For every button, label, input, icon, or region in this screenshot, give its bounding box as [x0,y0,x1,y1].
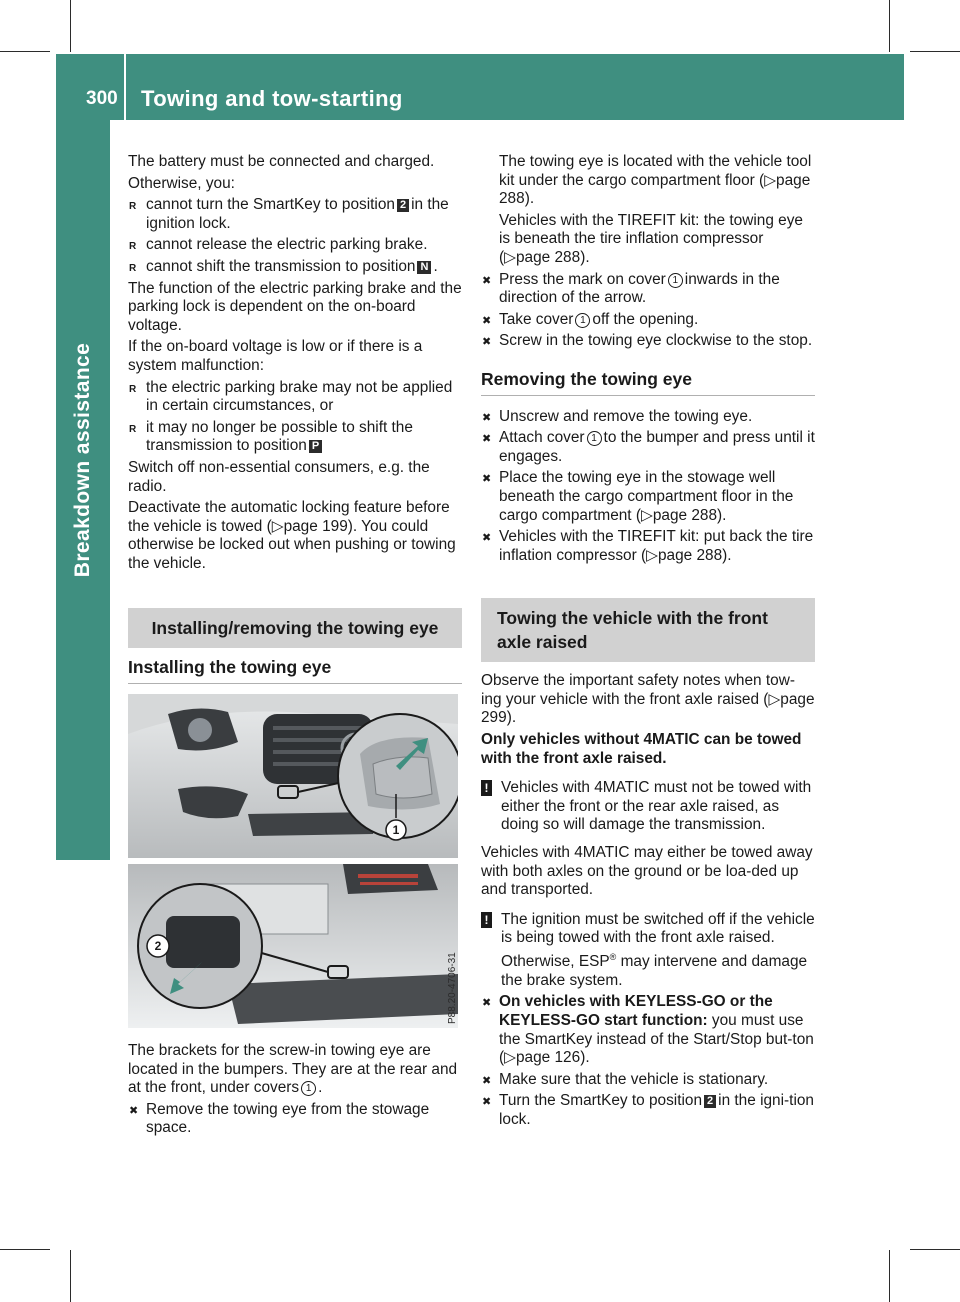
paragraph: Otherwise, you: [128,174,235,192]
action-step: ✖ Press the mark on cover 1 inwards in the direction of the arrow. [481,271,815,308]
paragraph: The towing eye is located with the vehicle tool kit under the cargo compartment floor (▷page 288). [499,153,812,208]
callout-symbol: 1 [587,431,602,446]
section-heading: Towing the vehicle with the front axle raised [481,598,815,662]
gear-position-symbol: P [309,440,322,453]
key-position-symbol: 2 [397,199,409,212]
crop-mark [70,0,71,52]
callout-number: 1 [392,823,400,838]
page-ref-arrow-icon: ▷ [646,546,658,564]
crop-mark [910,51,960,52]
action-step: ✖ Remove the towing eye from the stowage space. [128,1101,462,1138]
rear-bumper-photo [128,864,458,1028]
page-ref-arrow-icon: ▷ [504,248,516,266]
paragraph: Deactivate the automatic locking feature before the vehicle is towed (▷page 199). You could otherwise be locked out when pushing or towing the vehicle. [128,499,456,572]
action-step: ✖ Make sure that the vehicle is stationary. [481,1071,815,1090]
warning-note: ! Vehicles with 4MATIC must not be towed with either the front or the rear axle raised, as doing so will damage the transmission. [481,779,815,835]
callout-symbol: 1 [575,313,590,328]
list-item: R the electric parking brake may not be applied in certain circumstances, or [128,379,462,416]
paragraph: Switch off non-essential consumers, e.g. the radio. [128,458,430,495]
page-ref-arrow-icon: ▷ [271,517,284,535]
list-item: R cannot turn the SmartKey to position 2 in the ignition lock. [128,196,462,233]
page-reference[interactable]: page 288 [657,546,723,564]
header-separator [124,54,126,120]
front-bumper-illustration [128,694,458,858]
crop-mark [910,1249,960,1250]
callout-number: 2 [154,939,162,954]
page-reference[interactable]: page 199 [283,517,348,535]
warning-icon: ! [481,912,492,928]
action-step: ✖ Place the towing eye in the stowage well beneath the cargo compartment floor in the cargo compartment (▷page 288). [481,469,815,525]
action-step: ✖ On vehicles with KEYLESS-GO or the KEYLESS-GO start function: you must use the SmartKey instead of the Start/Stop but-ton (▷page 126). [481,993,815,1067]
paragraph: The function of the electric parking brake and the parking lock is dependent on the on-board voltage. [128,279,462,334]
bold-note: Only vehicles without 4MATIC can be towed with the front axle raised. [481,731,802,767]
page-number: 300 [86,88,118,109]
page-ref-arrow-icon: ▷ [641,506,653,524]
page-reference[interactable]: page 288 [515,248,581,266]
sub-heading: Removing the towing eye [481,370,815,396]
section-heading: Installing/removing the towing eye [128,608,462,648]
warning-icon: ! [481,780,492,796]
page-reference[interactable]: page 288 [499,171,811,208]
page-ref-arrow-icon: ▷ [504,1049,516,1067]
page-reference[interactable]: page 288 [652,506,718,524]
page-ref-arrow-icon: ▷ [764,171,777,189]
key-position-symbol: 2 [704,1095,716,1108]
paragraph: Vehicles with 4MATIC may either be towed away with both axles on the ground or be loa-ded up and transported. [481,844,813,899]
action-step: ✖ Unscrew and remove the towing eye. [481,408,815,427]
list-item: R cannot release the electric parking brake. [128,236,462,255]
left-column [128,153,462,1141]
paragraph: Vehicles with the TIREFIT kit: the towing eye is beneath the tire inflation compressor (▷page 288). [499,211,803,266]
page-ref-arrow-icon: ▷ [768,690,781,708]
rear-bumper-illustration [128,864,458,1028]
front-bumper-photo [128,694,458,858]
paragraph: Observe the important safety notes when tow-ing your vehicle with the front axle raised (▷page 299). [481,672,815,727]
warning-note: ! The ignition must be switched off if the vehicle is being towed with the front axle raised. Otherwise, ESP® may intervene and damage the brake system. [481,911,815,991]
side-tab-label: Breakdown assistance [71,342,94,578]
action-step: ✖ Turn the SmartKey to position 2 in the igni-tion lock. [481,1092,815,1129]
action-step: ✖ Vehicles with the TIREFIT kit: put back the tire inflation compressor (▷page 288). [481,528,815,565]
sub-heading: Installing the towing eye [128,658,462,684]
page-title: Towing and tow-starting [141,86,403,111]
action-step: ✖ Take cover 1 off the opening. [481,311,815,330]
action-step: ✖ Attach cover 1 to the bumper and press until it engages. [481,429,815,466]
crop-mark [0,1249,50,1250]
list-item: R cannot shift the transmission to position N . [128,258,462,277]
gear-position-symbol: N [417,261,431,274]
paragraph: If the on-board voltage is low or if there is a system malfunction: [128,338,423,374]
action-step: ✖ Screw in the towing eye clockwise to the stop. [481,332,815,351]
page-reference[interactable]: page 299 [481,690,815,727]
registered-mark: ® [609,952,617,962]
page-reference[interactable]: page 126 [515,1049,581,1067]
crop-mark [889,0,890,52]
image-code: P88.20-4706-31 [447,952,458,1025]
paragraph: The battery must be connected and charged. [128,153,435,170]
crop-mark [70,1250,71,1302]
callout-symbol: 1 [301,1081,316,1096]
paragraph: The brackets for the screw-in towing eye are located in the bumpers. They are at the rear and at the front, under covers 1 . [128,1042,458,1097]
crop-mark [0,51,50,52]
right-column [481,153,815,1132]
callout-symbol: 1 [668,273,683,288]
crop-mark [889,1250,890,1302]
list-item: R it may no longer be possible to shift the transmission to position P [128,419,462,456]
